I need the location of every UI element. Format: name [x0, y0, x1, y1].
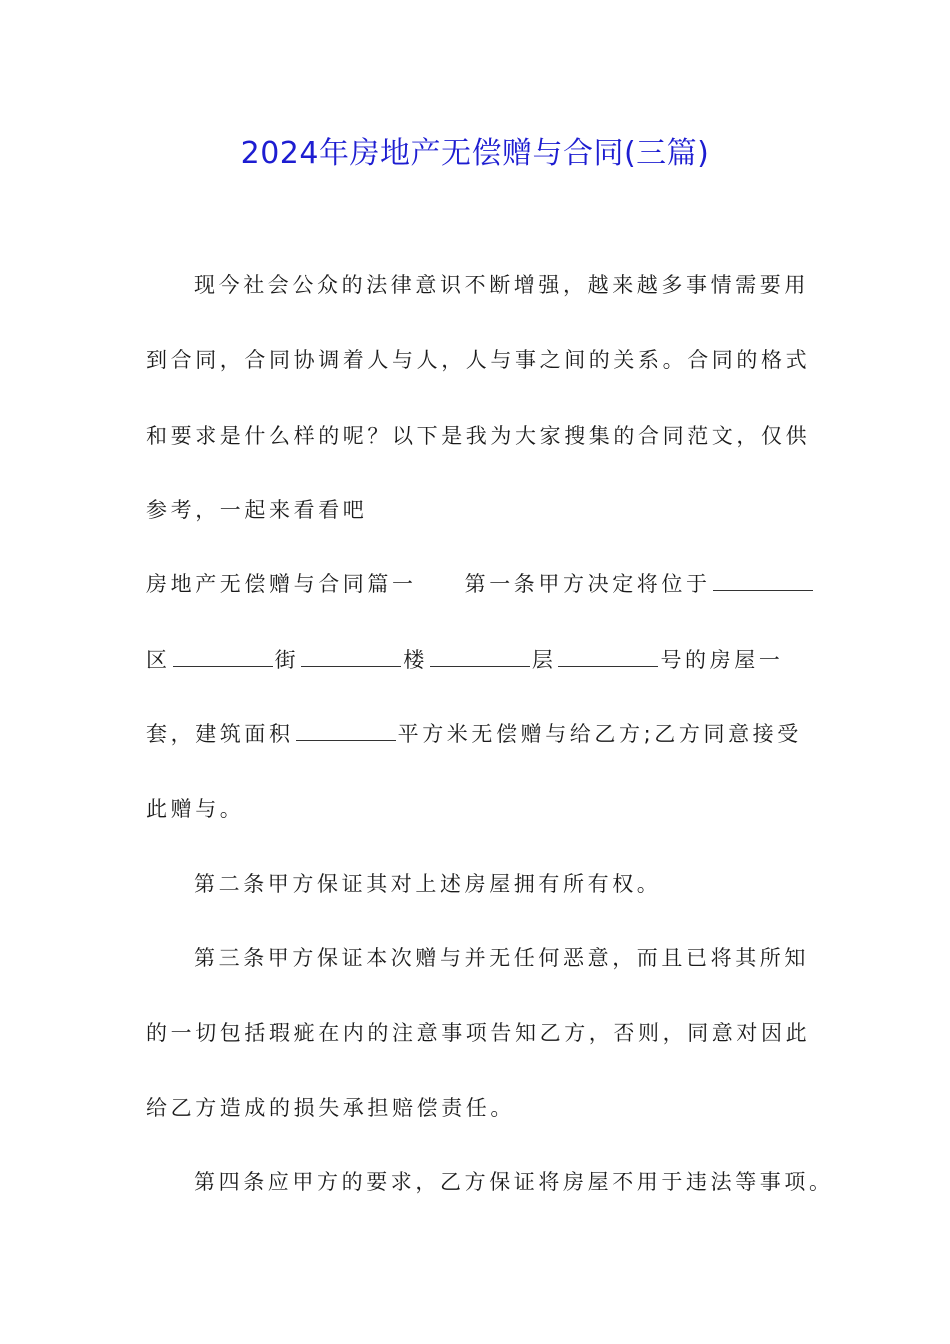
area-suffix-text: 平方米无偿赠与给乙方;乙方同意接受	[397, 722, 802, 746]
floor-label: 层	[531, 648, 557, 672]
intro-line-1: 现今社会公众的法律意识不断增强，越来越多事情需要用	[194, 273, 809, 297]
article1-line-2	[146, 645, 826, 675]
district-blank	[173, 646, 273, 667]
street-label: 街	[274, 648, 300, 672]
article3-line-3: 给乙方造成的损失承担赔偿责任。	[146, 1096, 515, 1120]
number-suffix-text: 号的房屋一	[660, 648, 784, 672]
area-blank	[296, 720, 396, 741]
article3-line-1: 第三条甲方保证本次赠与并无任何恶意，而且已将其所知	[194, 946, 809, 970]
floor-blank	[558, 646, 658, 667]
section-heading: 房地产无偿赠与合同篇一	[146, 572, 417, 596]
article1-line-3	[146, 719, 826, 749]
building-blank	[430, 646, 530, 667]
article1-line-4: 此赠与。	[146, 797, 245, 821]
building-label: 楼	[403, 648, 428, 672]
article2-line: 第二条甲方保证其对上述房屋拥有所有权。	[194, 872, 662, 896]
article4-line: 第四条应甲方的要求，乙方保证将房屋不用于违法等事项。	[194, 1170, 834, 1194]
location-blank	[713, 570, 813, 591]
article1-text-1: 第一条甲方决定将位于	[464, 572, 711, 596]
article1-line-1	[146, 569, 826, 599]
intro-line-2: 到合同，合同协调着人与人，人与事之间的关系。合同的格式	[146, 348, 811, 372]
intro-line-3: 和要求是什么样的呢？以下是我为大家搜集的合同范文，仅供	[146, 424, 811, 448]
area-label: 套，建筑面积	[146, 722, 294, 746]
street-blank	[301, 646, 401, 667]
document-title: 2024年房地产无偿赠与合同(三篇)	[240, 136, 710, 171]
article3-line-2: 的一切包括瑕疵在内的注意事项告知乙方，否则，同意对因此	[146, 1021, 811, 1045]
intro-line-4: 参考，一起来看看吧	[146, 498, 368, 522]
district-label: 区	[146, 648, 171, 672]
